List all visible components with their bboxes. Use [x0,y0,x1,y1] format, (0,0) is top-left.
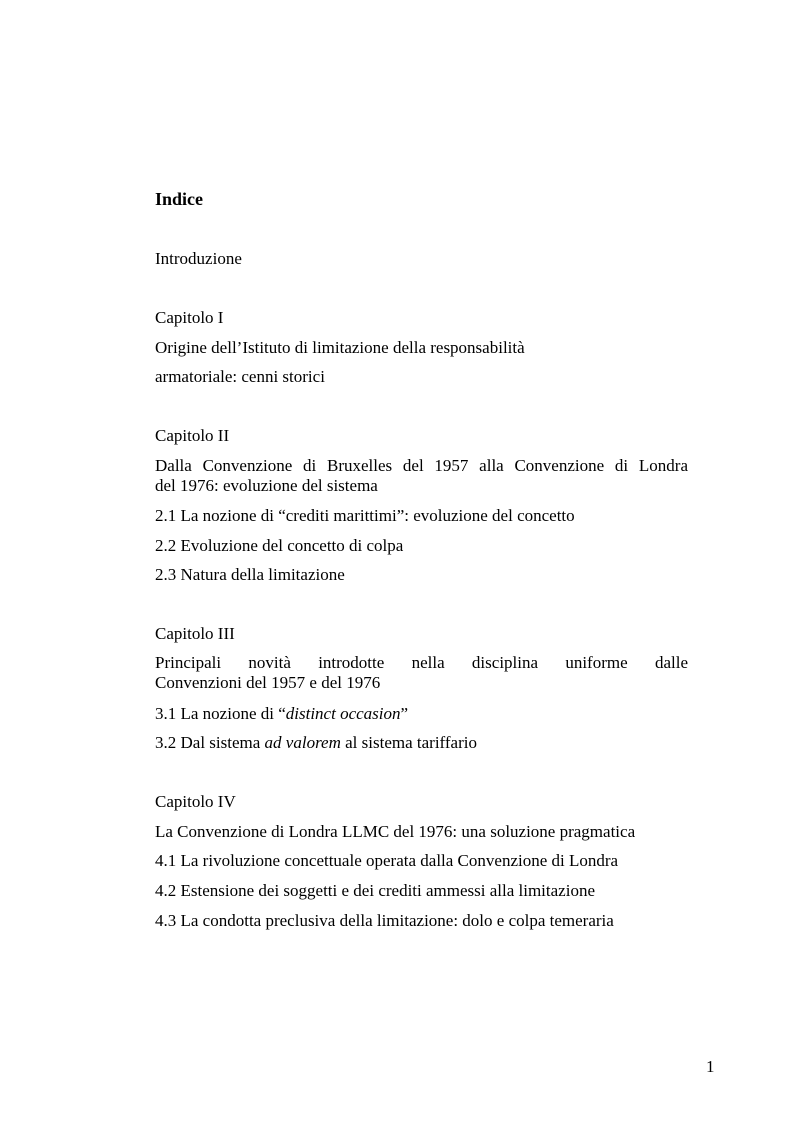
section-4-1: 4.1 La rivoluzione concettuale operata dalla Convenzione di Londra [155,851,619,870]
chapter-2-title [155,456,688,496]
section-2-1: 2.1 La nozione di “crediti marittimi”: evoluzione del concetto [155,506,575,525]
section-2-2: 2.2 Evoluzione del concetto di colpa [155,536,404,555]
chapter-2-label: Capitolo II [155,426,230,445]
page-number: 1 [706,1057,715,1076]
section-3-2-italic: ad valorem [264,733,341,752]
section-3-2 [155,733,477,753]
chapter-3-label: Capitolo III [155,624,235,643]
introduction-entry: Introduzione [155,249,242,268]
chapter-2-title-line-1: Dalla Convenzione di Bruxelles del 1957 alla Convenzione di Londra [155,456,688,475]
section-4-3: 4.3 La condotta preclusiva della limitazione: dolo e colpa temeraria [155,911,614,930]
index-title: Indice [155,189,204,209]
section-3-1-italic: distinct occasion [285,704,401,723]
section-3-1-prefix: 3.1 La nozione di “ [155,704,286,723]
chapter-4-label: Capitolo IV [155,792,236,811]
section-3-2-suffix: al sistema tariffario [340,733,477,752]
chapter-3-title-line-1: Principali novità introdotte nella disciplina uniforme dalle [155,653,688,672]
chapter-2-title-line-2: del 1976: evoluzione del sistema [155,476,378,495]
chapter-1-label: Capitolo I [155,308,224,327]
section-3-1-suffix: ” [400,704,409,723]
chapter-3-title [155,653,688,693]
section-4-2: 4.2 Estensione dei soggetti e dei crediti ammessi alla limitazione [155,881,595,900]
section-3-1 [155,704,408,724]
chapter-1-title-line-2: armatoriale: cenni storici [155,367,325,386]
chapter-3-title-line-2: Convenzioni del 1957 e del 1976 [155,673,381,692]
chapter-4-title: La Convenzione di Londra LLMC del 1976: una soluzione pragmatica [155,822,636,841]
chapter-1-title-line-1: Origine dell’Istituto di limitazione della responsabilità [155,338,525,357]
section-3-2-prefix: 3.2 Dal sistema [155,733,265,752]
section-2-3: 2.3 Natura della limitazione [155,565,345,584]
